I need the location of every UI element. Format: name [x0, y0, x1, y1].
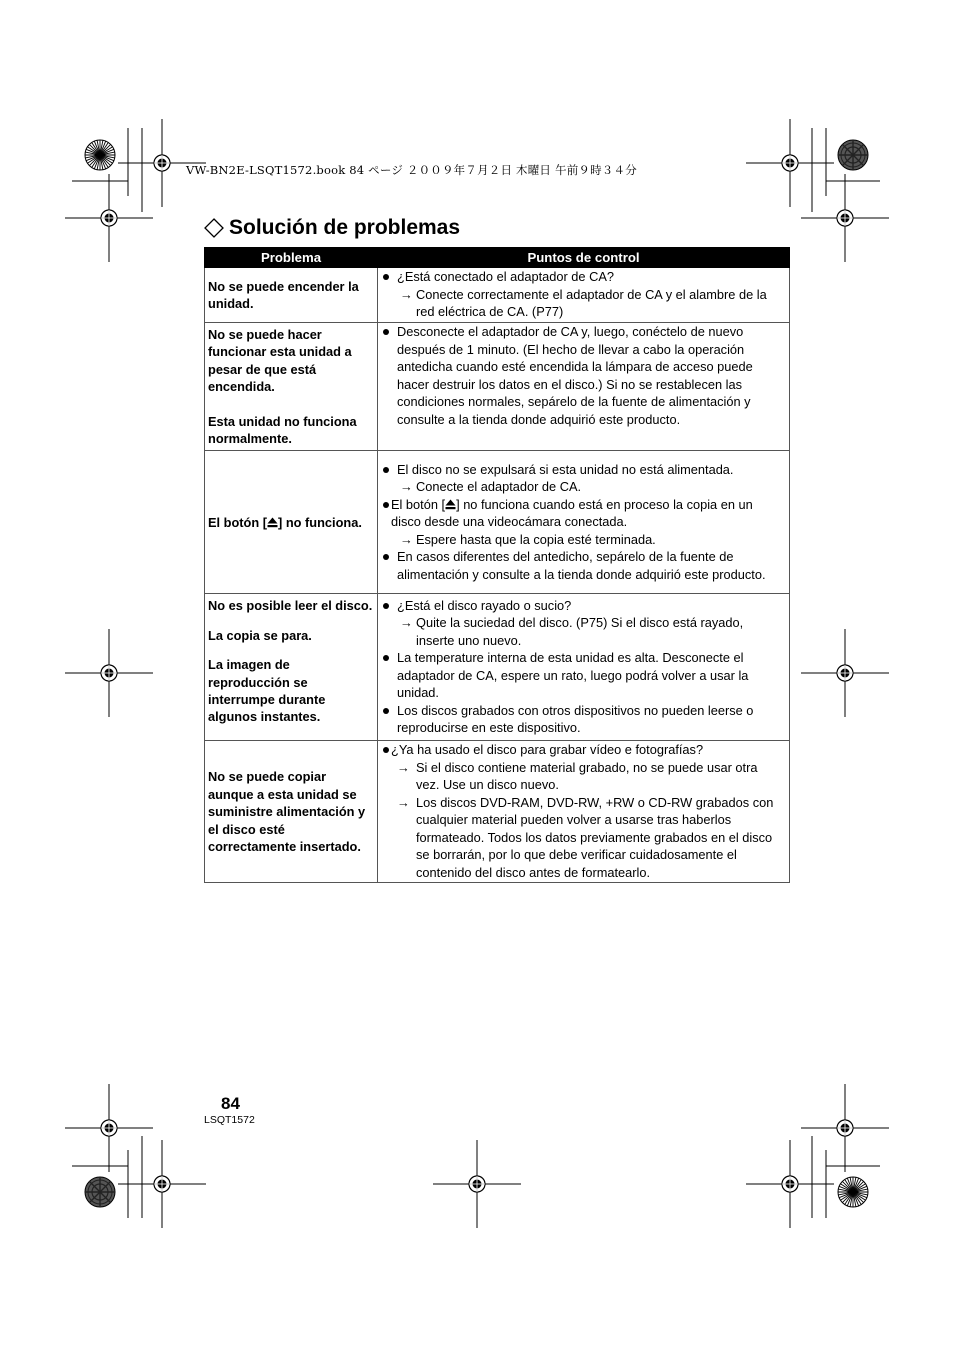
- check-action: [381, 614, 784, 649]
- arrow-icon: →: [400, 531, 413, 547]
- problem-text: No se puede hacer funcionar esta unidad a pesar de que está encendida.: [208, 327, 352, 395]
- check-action: [381, 478, 784, 496]
- problem-cell: [205, 451, 378, 594]
- checks-cell: [378, 451, 790, 594]
- column-header-problem: Problema: [205, 248, 378, 268]
- checks-cell: [378, 741, 790, 883]
- problem-text: Esta unidad no funciona normalmente.: [208, 413, 357, 447]
- check-item: ¿Ya ha usado el disco para grabar vídeo e fotografías?: [381, 741, 784, 759]
- check-action-text: Conecte correctamente el adaptador de CA y el alambre de la red eléctrica de CA. (P77): [416, 286, 767, 320]
- table-row: [205, 594, 790, 741]
- print-header-line: VW-BN2E-LSQT1572.book 84 ページ ２００９年７月２日 木曜日 午前９時３４分: [186, 163, 637, 177]
- arrow-icon: →: [397, 759, 410, 775]
- problem-cell: [205, 268, 378, 323]
- table-row: [205, 268, 790, 323]
- problem-text-post: ] no funciona.: [278, 514, 362, 530]
- check-action-text: Quite la suciedad del disco. (P75) Si el disco está rayado, inserte uno nuevo.: [416, 615, 744, 648]
- check-item: Desconecte el adaptador de CA y, luego, conéctelo de nuevo después de 1 minuto. (El hecho de llevar a cabo la operación antedicha cuando esté encendida la lámpara de acceso puede hacer destruir los datos en el disco.) Si no se restablecen las condiciones normales, sepárelo de la fuente de alimentación y consulte a la tienda donde adquirió este producto.: [381, 323, 784, 428]
- document-code: LSQT1572: [204, 1114, 255, 1126]
- page-title: [204, 216, 460, 240]
- check-action-text: Si el disco contiene material grabado, no se puede usar otra vez. Use un disco nuevo.: [416, 759, 758, 793]
- problem-cell: [205, 594, 378, 741]
- table-row: [205, 323, 790, 451]
- arrow-icon: →: [400, 479, 413, 495]
- problem-text: [208, 514, 374, 531]
- check-item: En casos diferentes del antedicho, sepárelo de la fuente de alimentación y consulte a la tienda donde adquirió este producto.: [381, 548, 784, 583]
- page-number: 84: [221, 1094, 240, 1113]
- check-item: ¿Está el disco rayado o sucio?: [381, 597, 784, 615]
- check-item: La temperature interna de esta unidad es alta. Desconecte el adaptador de CA, espere un rato, luego podrá volver a usar la unidad.: [381, 649, 784, 702]
- checks-cell: [378, 594, 790, 741]
- problem-text: La copia se para.: [208, 627, 312, 643]
- arrow-icon: →: [397, 794, 410, 810]
- problem-text: La imagen de reproducción se interrumpe durante algunos instantes.: [208, 657, 326, 725]
- table-row: [205, 451, 790, 594]
- check-action: [381, 531, 784, 549]
- table-header-row: [205, 248, 790, 268]
- check-action: [381, 286, 784, 321]
- check-item: ¿Está conectado el adaptador de CA?: [381, 268, 784, 286]
- check-action: [381, 759, 784, 794]
- table-row: [205, 741, 790, 883]
- problem-text: No se puede copiar aunque a esta unidad se suministre alimentación y el disco esté correctamente insertado.: [208, 769, 366, 855]
- check-action-text: Los discos DVD-RAM, DVD-RW, +RW o CD-RW grabados con cualquier material pueden volver a usarse tras haberlos formateado. Todos los datos previamente grabados en el disco se borrarán, por lo que debe verificar cuidadosamente el contenido del disco antes de formatearlo.: [416, 794, 774, 880]
- check-action-text: Espere hasta que la copia esté terminada.: [416, 531, 656, 547]
- arrow-icon: →: [400, 615, 413, 631]
- problem-cell: [205, 323, 378, 451]
- column-header-checks: Puntos de control: [378, 248, 790, 268]
- eject-icon: [267, 517, 278, 528]
- check-item-pre: El botón [: [391, 496, 446, 512]
- problem-text: No es posible leer el disco.: [208, 598, 373, 614]
- problem-text-pre: El botón [: [208, 514, 267, 530]
- problem-cell: [205, 741, 378, 883]
- diamond-icon: [204, 218, 224, 238]
- checks-cell: [378, 323, 790, 451]
- check-item: [381, 496, 784, 531]
- page-title-text: Solución de problemas: [229, 216, 461, 239]
- arrow-icon: →: [400, 286, 413, 302]
- problem-text: No se puede encender la unidad.: [208, 278, 359, 311]
- check-action-text: Conecte el adaptador de CA.: [416, 479, 582, 495]
- check-action: [381, 794, 784, 882]
- troubleshooting-table: [204, 247, 790, 883]
- check-item: Los discos grabados con otros dispositivos no pueden leerse o reproducirse en este dispositivo.: [381, 702, 784, 737]
- check-item-post: ] no funciona cuando está en proceso la copia en un disco desde una videocámara conectada.: [391, 496, 753, 530]
- checks-cell: [378, 268, 790, 323]
- eject-icon: [445, 499, 456, 510]
- check-item: El disco no se expulsará si esta unidad no está alimentada.: [381, 461, 784, 479]
